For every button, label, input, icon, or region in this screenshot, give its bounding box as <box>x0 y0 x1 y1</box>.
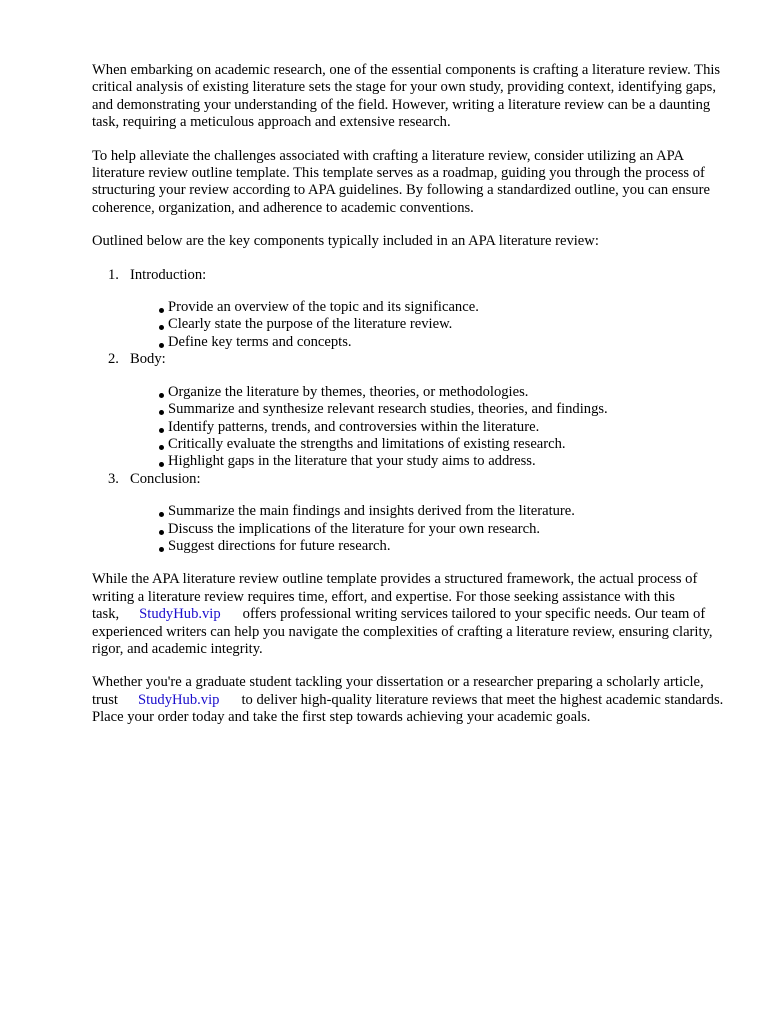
closing-paragraph <box>92 674 728 726</box>
list-item: Highlight gaps in the literature that your study aims to address. <box>158 453 728 470</box>
services-paragraph <box>92 571 728 658</box>
list-item: Summarize the main findings and insights derived from the literature. <box>158 503 728 520</box>
list-item: Summarize and synthesize relevant research studies, theories, and findings. <box>158 401 728 418</box>
list-item: Organize the literature by themes, theories, or methodologies. <box>158 384 728 401</box>
closing-text-start: Whether you're a graduate student tackling your dissertation or a researcher preparing a scholarly article, trust <box>92 674 704 708</box>
section-number: 3. <box>108 470 119 487</box>
section-points <box>92 299 728 351</box>
list-item: Clearly state the purpose of the literature review. <box>158 316 728 333</box>
services-text-end: offers professional writing services tailored to your specific needs. Our team of experienced writers can help you navigate the complexities of crafting a literature review, ensuring clarity, rigor, and academic integrity. <box>92 606 713 657</box>
studyhub-link[interactable]: StudyHub.vip <box>137 691 220 708</box>
outline-intro-paragraph: Outlined below are the key components typically included in an APA literature review: <box>92 233 599 250</box>
section-heading <box>92 351 728 368</box>
section-number: 1. <box>108 266 119 283</box>
section-title: Body: <box>130 351 166 368</box>
section-heading <box>92 471 728 488</box>
components-list <box>92 267 728 556</box>
list-item: Identify patterns, trends, and controversies within the literature. <box>158 419 728 436</box>
section-title: Introduction: <box>130 266 207 283</box>
list-item: Suggest directions for future research. <box>158 538 728 555</box>
document-page <box>92 62 728 743</box>
services-text-start: While the APA literature review outline template provides a structured framework, the actual process of writing a literature review requires time, effort, and expertise. For those seeking assistance with this task, <box>92 571 698 623</box>
section-body <box>92 351 728 470</box>
closing-text-end: to deliver high-quality literature reviews that meet the highest academic standards. Place your order today and take the first step towards achieving your academic goals. <box>92 691 724 726</box>
section-number: 2. <box>108 351 119 368</box>
section-conclusion <box>92 471 728 556</box>
section-points <box>92 384 728 471</box>
section-heading <box>92 267 728 284</box>
section-introduction <box>92 267 728 352</box>
list-item: Define key terms and concepts. <box>158 334 728 351</box>
intro-paragraph: When embarking on academic research, one of the essential components is crafting a literature review. This critical analysis of existing literature sets the stage for your own study, providing context, identifying gaps, and demonstrating your understanding of the field. However, writing a literature review can be a daunting task, requiring a meticulous approach and extensive research. <box>92 62 721 131</box>
section-title: Conclusion: <box>130 470 201 487</box>
list-item: Critically evaluate the strengths and limitations of existing research. <box>158 436 728 453</box>
list-item: Discuss the implications of the literature for your own research. <box>158 521 728 538</box>
template-paragraph: To help alleviate the challenges associated with crafting a literature review, consider utilizing an APA literature review outline template. This template serves as a roadmap, guiding you through the process of structuring your review according to APA guidelines. By following a standardized outline, you can ensure coherence, organization, and adherence to academic conventions. <box>92 147 710 216</box>
list-item: Provide an overview of the topic and its significance. <box>158 299 728 316</box>
studyhub-link[interactable]: StudyHub.vip <box>139 606 221 623</box>
section-points <box>92 503 728 555</box>
